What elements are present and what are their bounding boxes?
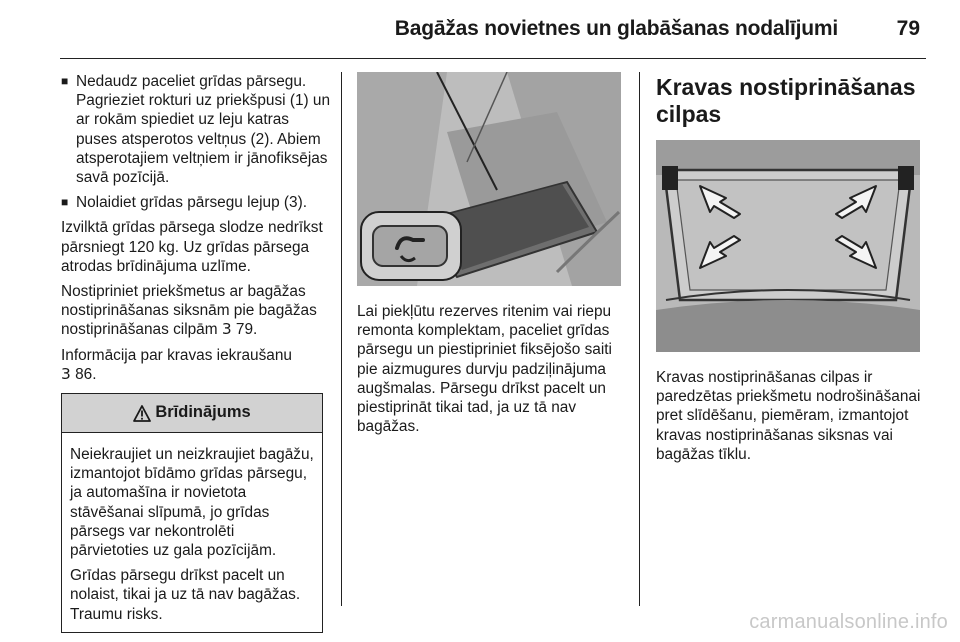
paragraph-secure-items: Nostipriniet priekšmetus ar bagāžas nostiprināšanas siksnām pie bagāžas nostiprināšanas cilpām 3 79.	[61, 283, 317, 339]
floor-cover-illustration	[357, 72, 621, 286]
list-item	[61, 193, 331, 212]
paragraph-loading-info: Informācija par kravas iekraušanu 3 86.	[61, 346, 292, 383]
cross-reference-link[interactable]: 79.	[235, 321, 258, 339]
warning-title: Brīdinājums	[155, 403, 251, 422]
list-item	[61, 72, 331, 187]
warning-paragraph: Neiekraujiet un neizkraujiet bagāžu, izmantojot bīdāmo grīdas pārsegu, ja automašīna ir novietota stāvēšanai slīpumā, jo grīdas pārsegs var nekontrolēti pārvietoties uz gala pozīcijām.	[70, 446, 314, 560]
bullet-square-icon: ■	[61, 195, 69, 210]
page-header	[60, 0, 926, 59]
column-divider	[639, 72, 640, 606]
paragraph-load-securing-eyes: Kravas nostiprināšanas cilpas ir paredzētas priekšmetu nodrošināšanai pret slīdēšanu, piemēram, izmantojot kravas nostiprināšanas siksnas vai bagāžas tīklu.	[656, 369, 921, 463]
paragraph-spare-wheel-access: Lai piekļūtu rezerves ritenim vai riepu remonta komplektam, paceliet grīdas pārsegu un piestipriniet fiksējošo saiti pie aizmugures durvju padziļinājuma augšmalas. Pārsegu drīkst pacelt un piestiprināt tikai tad, ja uz tā nav bagāžas.	[357, 303, 612, 436]
cross-reference-arrow-icon: 3	[61, 364, 71, 383]
column-left	[61, 72, 331, 633]
bullet-square-icon: ■	[61, 74, 69, 88]
warning-header	[62, 394, 322, 433]
bullet-text: Nedaudz paceliet grīdas pārsegu. Pagrieziet rokturi uz priekšpusi (1) un ar rokām spiediet uz leju katras puses atsperotos veltņus (2). Abiem atsperotajiem veltņiem ir jānofiksējas savā pozīcijā.	[76, 73, 331, 187]
load-securing-eyes-illustration	[656, 140, 920, 352]
warning-triangle-icon	[133, 405, 151, 422]
column-middle	[357, 72, 625, 442]
cross-reference-link[interactable]: 86.	[75, 365, 97, 383]
page-number: 79	[896, 17, 920, 40]
warning-box	[61, 393, 323, 633]
watermark-text: carmanualsonline.info	[749, 611, 948, 633]
bullet-text: Nolaidiet grīdas pārsegu lejup (3).	[76, 194, 307, 212]
paragraph-load-limit: Izvilktā grīdas pārsega slodze nedrīkst pārsniegt 120 kg. Uz grīdas pārsega atrodas brīdinājuma uzlīme.	[61, 219, 323, 275]
section-heading: Kravas nostiprināšanas cilpas	[656, 74, 916, 127]
page-title: Bagāžas novietnes un glabāšanas nodalījumi	[394, 17, 838, 40]
cross-reference-arrow-icon: 3	[221, 320, 232, 339]
column-right	[656, 72, 924, 470]
column-divider	[341, 72, 342, 606]
warning-paragraph: Grīdas pārsegu drīkst pacelt un nolaist, tikai ja uz tā nav bagāžas. Traumu risks.	[70, 567, 301, 623]
warning-body	[62, 433, 322, 632]
